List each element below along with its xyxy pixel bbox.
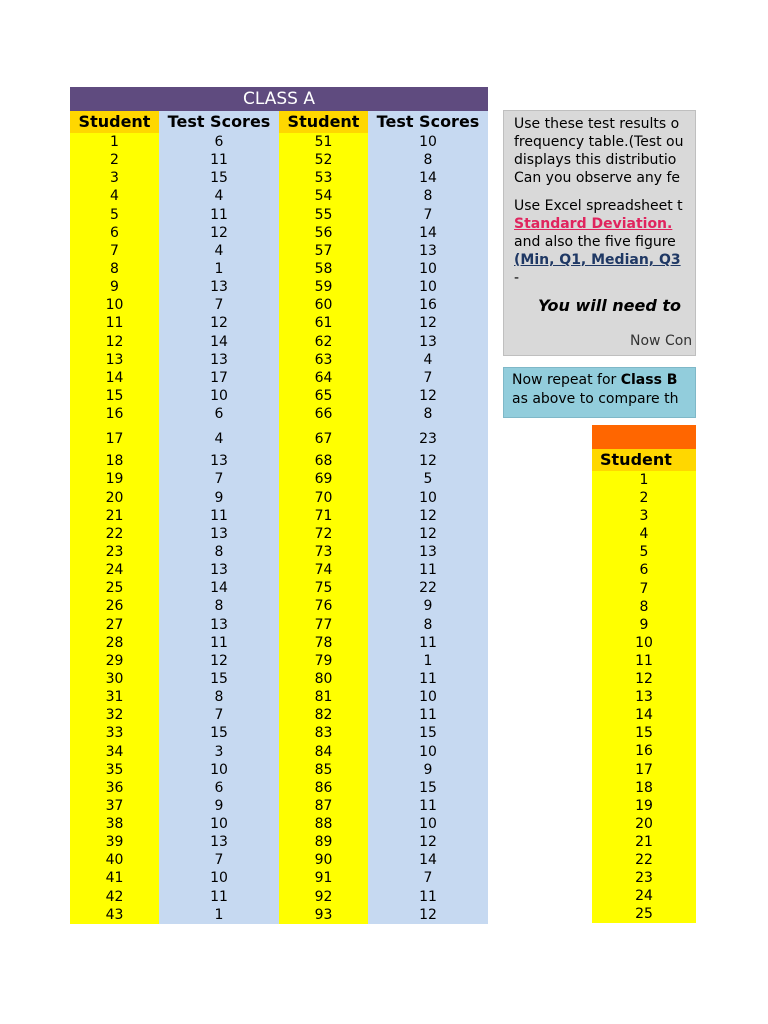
cell-score[interactable]: 13 — [368, 543, 488, 561]
cell-student[interactable]: 14 — [592, 706, 696, 724]
cell-student[interactable]: 59 — [279, 278, 368, 296]
cell-student[interactable]: 15 — [70, 387, 159, 405]
table-row — [70, 543, 488, 561]
table-row — [70, 206, 488, 224]
cell-student[interactable]: 71 — [279, 507, 368, 525]
cell-student[interactable]: 56 — [279, 224, 368, 242]
class-a-rows — [70, 133, 488, 924]
cell-student[interactable]: 73 — [279, 543, 368, 561]
cell-score[interactable]: 14 — [368, 851, 488, 869]
cell-student[interactable]: 22 — [70, 525, 159, 543]
cell-score[interactable]: 15 — [368, 724, 488, 742]
table-row — [70, 224, 488, 242]
cell-score[interactable]: 11 — [368, 561, 488, 579]
cell-student[interactable]: 28 — [70, 634, 159, 652]
cell-student[interactable]: 5 — [70, 206, 159, 224]
cell-student[interactable]: 34 — [70, 743, 159, 761]
cell-score[interactable]: 11 — [159, 888, 279, 906]
cell-student[interactable]: 65 — [279, 387, 368, 405]
cell-student[interactable]: 19 — [592, 797, 696, 815]
table-row — [70, 489, 488, 507]
cell-student[interactable]: 21 — [592, 833, 696, 851]
cell-student[interactable]: 81 — [279, 688, 368, 706]
cell-student[interactable]: 25 — [70, 579, 159, 597]
instruction-line: Use Excel spreadsheet t — [514, 198, 683, 214]
cell-student[interactable]: 29 — [70, 652, 159, 670]
cell-score[interactable]: 13 — [159, 561, 279, 579]
cell-score[interactable]: 13 — [159, 833, 279, 851]
table-row — [70, 405, 488, 423]
instruction-line: displays this distributio — [514, 152, 677, 168]
cell-score[interactable]: 6 — [159, 779, 279, 797]
cell-student[interactable]: 87 — [279, 797, 368, 815]
cell-score[interactable]: 7 — [159, 296, 279, 314]
cell-student[interactable]: 17 — [592, 761, 696, 779]
cell-score[interactable]: 11 — [159, 151, 279, 169]
cell-student[interactable]: 16 — [70, 405, 159, 423]
cell-student[interactable]: 18 — [592, 779, 696, 797]
class-a-table — [70, 87, 488, 924]
cell-student[interactable]: 4 — [592, 525, 696, 543]
cell-score[interactable]: 8 — [159, 597, 279, 615]
cell-student[interactable]: 3 — [592, 507, 696, 525]
cell-student[interactable]: 10 — [70, 296, 159, 314]
table-row — [70, 151, 488, 169]
cell-score[interactable]: 12 — [368, 387, 488, 405]
table-row — [70, 779, 488, 797]
cell-score[interactable]: 14 — [159, 579, 279, 597]
table-row — [70, 815, 488, 833]
cell-student[interactable]: 6 — [592, 561, 696, 579]
cell-score[interactable]: 10 — [368, 260, 488, 278]
cell-student[interactable]: 60 — [279, 296, 368, 314]
cell-student[interactable]: 13 — [70, 351, 159, 369]
cell-student[interactable]: 51 — [279, 133, 368, 151]
table-row — [70, 387, 488, 405]
cell-score[interactable]: 7 — [159, 706, 279, 724]
cell-score[interactable]: 13 — [159, 278, 279, 296]
cell-student[interactable]: 7 — [70, 242, 159, 260]
cell-score[interactable]: 1 — [368, 652, 488, 670]
cell-student[interactable]: 40 — [70, 851, 159, 869]
cell-student[interactable]: 7 — [592, 580, 696, 598]
cell-score[interactable]: 7 — [368, 206, 488, 224]
cell-score[interactable]: 17 — [159, 369, 279, 387]
table-row — [70, 761, 488, 779]
cell-student[interactable]: 23 — [70, 543, 159, 561]
cell-score[interactable]: 10 — [368, 815, 488, 833]
cell-score[interactable]: 13 — [159, 351, 279, 369]
cell-score[interactable]: 15 — [159, 169, 279, 187]
cell-student[interactable]: 75 — [279, 579, 368, 597]
table-row — [70, 724, 488, 742]
cell-student[interactable]: 57 — [279, 242, 368, 260]
cell-score[interactable]: 7 — [368, 869, 488, 887]
cell-student[interactable]: 93 — [279, 906, 368, 924]
table-row — [70, 851, 488, 869]
table-row — [70, 242, 488, 260]
table-row — [70, 507, 488, 525]
table-row — [70, 561, 488, 579]
cell-student[interactable]: 76 — [279, 597, 368, 615]
cell-score[interactable]: 15 — [159, 724, 279, 742]
instruction-line: Can you observe any fe — [514, 170, 681, 186]
cell-student[interactable]: 92 — [279, 888, 368, 906]
cell-student[interactable]: 39 — [70, 833, 159, 851]
cell-score[interactable]: 4 — [368, 351, 488, 369]
instruction-line: frequency table.(Test ou — [514, 134, 684, 150]
table-row — [70, 652, 488, 670]
table-row — [70, 452, 488, 470]
cell-student[interactable]: 68 — [279, 452, 368, 470]
header-test-scores-1: Test Scores — [159, 111, 279, 133]
cell-student[interactable]: 78 — [279, 634, 368, 652]
cell-student[interactable]: 36 — [70, 779, 159, 797]
cell-student[interactable]: 18 — [70, 452, 159, 470]
now-continue-text: Now Con — [630, 333, 693, 349]
cell-student[interactable]: 85 — [279, 761, 368, 779]
table-row — [70, 470, 488, 488]
table-row — [70, 597, 488, 615]
cell-student[interactable]: 43 — [70, 906, 159, 924]
cell-score[interactable]: 8 — [368, 151, 488, 169]
instruction-line: Use these test results o — [514, 116, 680, 132]
table-row — [70, 670, 488, 688]
cell-score[interactable]: 4 — [159, 187, 279, 205]
table-row — [70, 906, 488, 924]
table-row — [70, 743, 488, 761]
cell-student[interactable]: 74 — [279, 561, 368, 579]
cell-student[interactable]: 90 — [279, 851, 368, 869]
instruction-dash: - — [514, 270, 520, 286]
cell-score[interactable]: 13 — [368, 333, 488, 351]
cell-score[interactable]: 10 — [368, 489, 488, 507]
cell-student[interactable]: 58 — [279, 260, 368, 278]
cell-student[interactable]: 12 — [592, 670, 696, 688]
cell-student[interactable]: 63 — [279, 351, 368, 369]
table-row — [70, 278, 488, 296]
cell-student[interactable]: 4 — [70, 187, 159, 205]
cell-score[interactable]: 7 — [159, 851, 279, 869]
cell-student[interactable]: 30 — [70, 670, 159, 688]
cell-score[interactable]: 1 — [159, 906, 279, 924]
cell-score[interactable]: 15 — [368, 779, 488, 797]
cell-student[interactable]: 66 — [279, 405, 368, 423]
cell-student[interactable]: 84 — [279, 743, 368, 761]
cell-student[interactable]: 16 — [592, 742, 696, 760]
instruction-emphasis: You will need to — [538, 296, 682, 315]
table-row — [70, 634, 488, 652]
class-b-rows — [592, 471, 696, 923]
cell-score[interactable]: 10 — [159, 387, 279, 405]
cell-student[interactable]: 38 — [70, 815, 159, 833]
cell-student[interactable]: 53 — [279, 169, 368, 187]
cell-student[interactable]: 15 — [592, 724, 696, 742]
cell-student[interactable]: 17 — [70, 423, 159, 452]
table-row — [70, 869, 488, 887]
cell-student[interactable]: 1 — [70, 133, 159, 151]
cell-score[interactable]: 22 — [368, 579, 488, 597]
cell-student[interactable]: 12 — [70, 333, 159, 351]
cell-score[interactable]: 8 — [159, 688, 279, 706]
table-row — [70, 187, 488, 205]
cell-student[interactable]: 9 — [592, 616, 696, 634]
header-student-2: Student — [279, 111, 368, 133]
table-row — [70, 314, 488, 332]
cell-student[interactable]: 19 — [70, 470, 159, 488]
cell-score[interactable]: 12 — [368, 507, 488, 525]
cell-student[interactable]: 52 — [279, 151, 368, 169]
cell-student[interactable]: 88 — [279, 815, 368, 833]
table-row — [70, 169, 488, 187]
class-a-title: CLASS A — [70, 87, 488, 111]
repeat-line-2: as above to compare th — [512, 391, 679, 407]
cell-student[interactable]: 21 — [70, 507, 159, 525]
instruction-line: and also the five figure — [514, 234, 676, 250]
cell-score[interactable]: 10 — [368, 688, 488, 706]
cell-student[interactable]: 32 — [70, 706, 159, 724]
repeat-box — [503, 367, 696, 418]
repeat-class-b: Class B — [620, 372, 678, 388]
cell-student[interactable]: 64 — [279, 369, 368, 387]
cell-score[interactable]: 6 — [159, 133, 279, 151]
cell-student[interactable]: 14 — [70, 369, 159, 387]
table-row — [70, 616, 488, 634]
cell-student[interactable]: 3 — [70, 169, 159, 187]
cell-student[interactable]: 24 — [70, 561, 159, 579]
cell-student[interactable]: 55 — [279, 206, 368, 224]
cell-score[interactable]: 12 — [368, 452, 488, 470]
cell-student[interactable]: 23 — [592, 869, 696, 887]
table-row — [70, 296, 488, 314]
cell-student[interactable]: 26 — [70, 597, 159, 615]
cell-score[interactable]: 16 — [368, 296, 488, 314]
cell-score[interactable]: 13 — [159, 452, 279, 470]
table-row — [70, 423, 488, 452]
cell-student[interactable]: 89 — [279, 833, 368, 851]
repeat-prefix: Now repeat for — [512, 372, 621, 388]
cell-score[interactable]: 12 — [368, 906, 488, 924]
cell-score[interactable]: 12 — [368, 314, 488, 332]
cell-score[interactable]: 13 — [159, 525, 279, 543]
cell-score[interactable]: 8 — [368, 405, 488, 423]
cell-score[interactable]: 11 — [368, 797, 488, 815]
cell-score[interactable]: 8 — [368, 187, 488, 205]
cell-student[interactable]: 8 — [70, 260, 159, 278]
cell-score[interactable]: 6 — [159, 405, 279, 423]
cell-score[interactable]: 10 — [368, 278, 488, 296]
cell-student[interactable]: 20 — [592, 815, 696, 833]
table-row — [70, 525, 488, 543]
cell-student[interactable]: 11 — [70, 314, 159, 332]
cell-student[interactable]: 82 — [279, 706, 368, 724]
cell-student[interactable]: 25 — [592, 905, 696, 923]
cell-student[interactable]: 2 — [70, 151, 159, 169]
cell-student[interactable]: 62 — [279, 333, 368, 351]
table-row — [70, 333, 488, 351]
cell-score[interactable]: 14 — [368, 224, 488, 242]
cell-student[interactable]: 72 — [279, 525, 368, 543]
table-row — [70, 133, 488, 151]
cell-score[interactable]: 11 — [368, 888, 488, 906]
table-row — [70, 797, 488, 815]
cell-score[interactable]: 15 — [159, 670, 279, 688]
cell-student[interactable]: 37 — [70, 797, 159, 815]
cell-student[interactable]: 77 — [279, 616, 368, 634]
cell-student[interactable]: 31 — [70, 688, 159, 706]
five-figure-link[interactable]: (Min, Q1, Median, Q3 — [514, 252, 681, 268]
cell-score[interactable]: 12 — [368, 833, 488, 851]
cell-student[interactable]: 1 — [592, 471, 696, 489]
table-row — [70, 579, 488, 597]
cell-student[interactable]: 80 — [279, 670, 368, 688]
cell-student[interactable]: 2 — [592, 489, 696, 507]
cell-student[interactable]: 10 — [592, 634, 696, 652]
class-b-table — [592, 425, 696, 923]
cell-score[interactable]: 13 — [159, 616, 279, 634]
cell-student[interactable]: 42 — [70, 888, 159, 906]
cell-score[interactable]: 8 — [159, 543, 279, 561]
cell-student[interactable]: 83 — [279, 724, 368, 742]
cell-student[interactable]: 35 — [70, 761, 159, 779]
class-a-header-row — [70, 111, 488, 133]
class-b-title-bar — [592, 425, 696, 449]
cell-score[interactable]: 9 — [368, 597, 488, 615]
cell-student[interactable]: 67 — [279, 423, 368, 452]
class-b-header-student: Student — [592, 449, 696, 471]
cell-score[interactable]: 14 — [368, 169, 488, 187]
cell-score[interactable]: 5 — [368, 470, 488, 488]
cell-student[interactable]: 61 — [279, 314, 368, 332]
cell-score[interactable]: 9 — [159, 797, 279, 815]
cell-score[interactable]: 3 — [159, 743, 279, 761]
cell-score[interactable]: 7 — [368, 369, 488, 387]
cell-student[interactable]: 54 — [279, 187, 368, 205]
cell-score[interactable]: 12 — [368, 525, 488, 543]
cell-score[interactable]: 10 — [159, 815, 279, 833]
cell-score[interactable]: 10 — [159, 761, 279, 779]
cell-student[interactable]: 22 — [592, 851, 696, 869]
cell-score[interactable]: 11 — [159, 507, 279, 525]
cell-student[interactable]: 24 — [592, 887, 696, 905]
cell-score[interactable]: 11 — [159, 634, 279, 652]
instructions-box — [503, 110, 696, 356]
cell-score[interactable]: 13 — [368, 242, 488, 260]
cell-score[interactable]: 10 — [368, 743, 488, 761]
cell-student[interactable]: 11 — [592, 652, 696, 670]
cell-student[interactable]: 27 — [70, 616, 159, 634]
standard-deviation-link[interactable]: Standard Deviation. — [514, 216, 673, 232]
cell-score[interactable]: 12 — [159, 652, 279, 670]
header-student-1: Student — [70, 111, 159, 133]
cell-score[interactable]: 11 — [368, 670, 488, 688]
cell-score[interactable]: 11 — [368, 706, 488, 724]
cell-score[interactable]: 1 — [159, 260, 279, 278]
cell-score[interactable]: 23 — [368, 423, 488, 452]
cell-score[interactable]: 8 — [368, 616, 488, 634]
cell-score[interactable]: 10 — [159, 869, 279, 887]
table-row — [70, 833, 488, 851]
cell-student[interactable]: 5 — [592, 543, 696, 561]
cell-student[interactable]: 33 — [70, 724, 159, 742]
cell-student[interactable]: 69 — [279, 470, 368, 488]
cell-score[interactable]: 7 — [159, 470, 279, 488]
table-row — [70, 369, 488, 387]
cell-score[interactable]: 10 — [368, 133, 488, 151]
cell-student[interactable]: 41 — [70, 869, 159, 887]
cell-score[interactable]: 12 — [159, 224, 279, 242]
cell-student[interactable]: 8 — [592, 598, 696, 616]
table-row — [70, 260, 488, 278]
cell-score[interactable]: 11 — [159, 206, 279, 224]
cell-student[interactable]: 86 — [279, 779, 368, 797]
table-row — [70, 688, 488, 706]
cell-score[interactable]: 11 — [368, 634, 488, 652]
cell-score[interactable]: 9 — [159, 489, 279, 507]
header-test-scores-2: Test Scores — [368, 111, 488, 133]
cell-score[interactable]: 14 — [159, 333, 279, 351]
cell-score[interactable]: 4 — [159, 242, 279, 260]
table-row — [70, 706, 488, 724]
table-row — [70, 888, 488, 906]
cell-student[interactable]: 70 — [279, 489, 368, 507]
cell-student[interactable]: 79 — [279, 652, 368, 670]
cell-score[interactable]: 9 — [368, 761, 488, 779]
cell-student[interactable]: 9 — [70, 278, 159, 296]
cell-score[interactable]: 12 — [159, 314, 279, 332]
table-row — [70, 351, 488, 369]
cell-student[interactable]: 91 — [279, 869, 368, 887]
cell-student[interactable]: 20 — [70, 489, 159, 507]
cell-student[interactable]: 6 — [70, 224, 159, 242]
cell-student[interactable]: 13 — [592, 688, 696, 706]
cell-score[interactable]: 4 — [159, 423, 279, 452]
